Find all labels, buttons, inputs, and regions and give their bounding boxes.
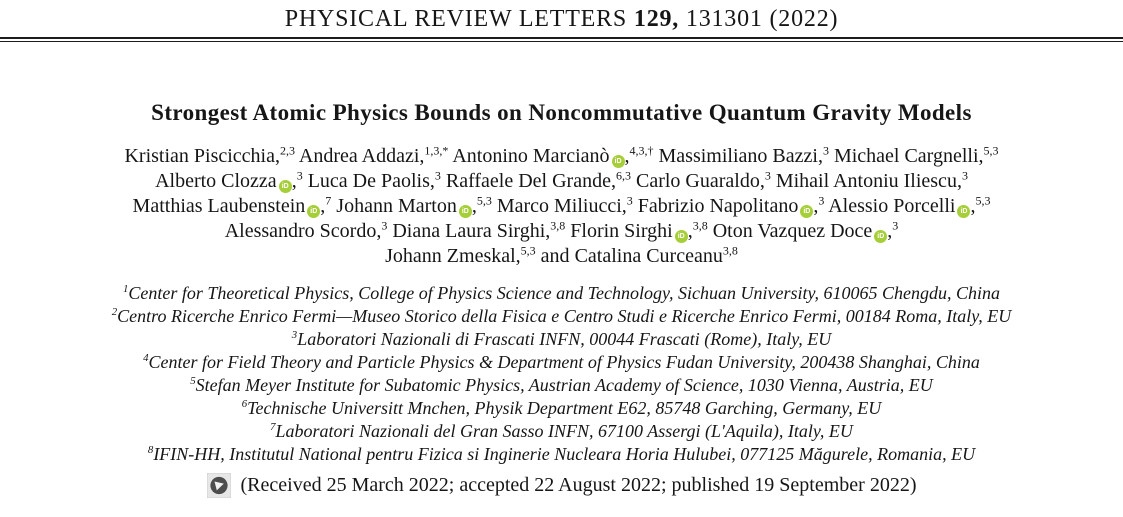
affiliation: $^1$Center for Theoretical Physics, College of Physics Science and Technology, Sichuan University, 610065 Chengdu, China (123, 283, 1000, 303)
affiliation-list (0, 282, 1123, 466)
author: Michael Cargnelli,$^{5,3}$ (833, 143, 999, 167)
author: Andrea Addazi,$^{1,3,*}$ (298, 143, 449, 167)
received-text: (Received 25 March 2022; accepted 22 August 2022; published 19 September 2022) (240, 474, 917, 496)
affiliation-number: 4 (143, 352, 149, 364)
author: Carlo Guaraldo,$^3$ (635, 168, 771, 192)
affiliation: $^6$Technische Universitt Mnchen, Physik Department E62, 85748 Garching, Germany, EU (241, 398, 882, 418)
author-affiliation-sup: 3,8 (692, 218, 708, 233)
author-affiliation-sup: 3,8 (550, 218, 566, 233)
author-line (0, 169, 1123, 194)
author: Alessandro Scordo,$^3$ (224, 218, 388, 242)
author-affiliation-sup: 3 (961, 168, 968, 183)
author-affiliation-sup: 3 (296, 168, 303, 183)
author: Fabrizio Napolitano iD ,$^3$ (637, 193, 825, 217)
author: Diana Laura Sirghi,$^{3,8}$ (392, 218, 566, 242)
author-affiliation-sup: 1,3,* (424, 143, 449, 158)
author-block (0, 144, 1123, 269)
author-affiliation-sup: 7 (325, 193, 332, 208)
author-affiliation-sup: 3 (818, 193, 825, 208)
affiliation: $^3$Laboratori Nazionali di Frascati INFN, 00044 Frascati (Rome), Italy, EU (291, 329, 832, 349)
author-affiliation-sup: 5,3 (983, 143, 999, 158)
author-affiliation-sup: 3 (381, 218, 388, 233)
author: Johann Zmeskal,$^{5,3}$ (385, 243, 536, 267)
author: Antonino Marcianò iD ,$^{4,3,\dagger}$ (452, 143, 654, 167)
author: Alberto Clozza iD ,$^3$ (155, 168, 303, 192)
crossmark-icon[interactable] (207, 473, 231, 498)
orcid-icon[interactable]: iD (307, 205, 320, 218)
orcid-icon[interactable]: iD (800, 205, 813, 218)
author: Kristian Piscicchia,$^{2,3}$ (124, 143, 295, 167)
author-affiliation-sup: 5,3 (476, 193, 492, 208)
author: Florin Sirghi iD ,$^{3,8}$ (570, 218, 708, 242)
orcid-icon[interactable]: iD (675, 230, 688, 243)
affiliation-number: 5 (190, 375, 196, 387)
journal-volume: 129, (633, 6, 680, 32)
author: Johann Marton iD ,$^{5,3}$ (336, 193, 492, 217)
affiliation: $^2$Centro Ricerche Enrico Fermi—Museo Storico della Fisica e Centro Studi e Ricerche Enrico Fermi, 00184 Roma, Italy, EU (111, 306, 1012, 326)
header-double-rule (0, 37, 1123, 42)
author: Raffaele Del Grande,$^{6,3}$ (445, 168, 631, 192)
author: and Catalina Curceanu$^{3,8}$ (540, 243, 738, 267)
author-line (0, 244, 1123, 269)
affiliation-number: 6 (241, 398, 248, 410)
orcid-icon[interactable]: iD (957, 205, 970, 218)
author: Matthias Laubenstein iD ,$^7$ (132, 193, 332, 217)
orcid-icon[interactable]: iD (279, 180, 292, 193)
affiliation: $^7$Laboratori Nazionali del Gran Sasso INFN, 67100 Assergi (L'Aquila), Italy, EU (270, 421, 853, 441)
journal-header (0, 0, 1123, 33)
author: Oton Vazquez Doce iD ,$^3$ (712, 218, 899, 242)
author-affiliation-sup: 3 (434, 168, 441, 183)
author-line (0, 144, 1123, 169)
author-affiliation-sup: 2,3 (280, 143, 295, 158)
orcid-icon[interactable]: iD (612, 155, 625, 168)
orcid-icon[interactable]: iD (874, 230, 887, 243)
affiliation-number: 1 (123, 283, 129, 295)
author-line (0, 194, 1123, 219)
affiliation: $^5$Stefan Meyer Institute for Subatomic Physics, Austrian Academy of Science, 1030 Vienna, Austria, EU (190, 375, 933, 395)
author-affiliation-sup: 4,3,† (629, 143, 654, 158)
author-affiliation-sup: 3 (764, 168, 771, 183)
author-affiliation-sup: 3 (892, 218, 899, 233)
journal-name: PHYSICAL REVIEW LETTERS (284, 6, 628, 32)
article-info: 131301 (2022) (685, 6, 839, 32)
affiliation-number: 7 (270, 421, 276, 433)
affiliation: $^4$Center for Field Theory and Particle Physics & Department of Physics Fudan University, 200438 Shanghai, China (143, 352, 980, 372)
dates-line (0, 473, 1123, 498)
author-affiliation-sup: 5,3 (975, 193, 991, 208)
paper-title: Strongest Atomic Physics Bounds on Noncommutative Quantum Gravity Models (151, 100, 972, 125)
author-line (0, 219, 1123, 244)
author-affiliation-sup: 3 (822, 143, 829, 158)
orcid-icon[interactable]: iD (459, 205, 472, 218)
author: Mihail Antoniu Iliescu,$^3$ (775, 168, 968, 192)
affiliation: $^8$IFIN-HH, Institutul National pentru Fizica si Inginerie Nucleara Horia Hulubei, 077125 Măgurele, Romania, EU (147, 444, 976, 464)
author: Marco Miliucci,$^3$ (496, 193, 633, 217)
author-affiliation-sup: 6,3 (615, 168, 631, 183)
affiliation-number: 3 (291, 329, 298, 341)
author: Massimiliano Bazzi,$^3$ (658, 143, 829, 167)
author: Luca De Paolis,$^3$ (307, 168, 441, 192)
author-affiliation-sup: 3,8 (722, 243, 738, 258)
author-affiliation-sup: 3 (626, 193, 633, 208)
author: Alessio Porcelli iD ,$^{5,3}$ (828, 193, 991, 217)
affiliation-number: 8 (147, 444, 154, 456)
affiliation-number: 2 (111, 306, 118, 318)
author-affiliation-sup: 5,3 (520, 243, 536, 258)
